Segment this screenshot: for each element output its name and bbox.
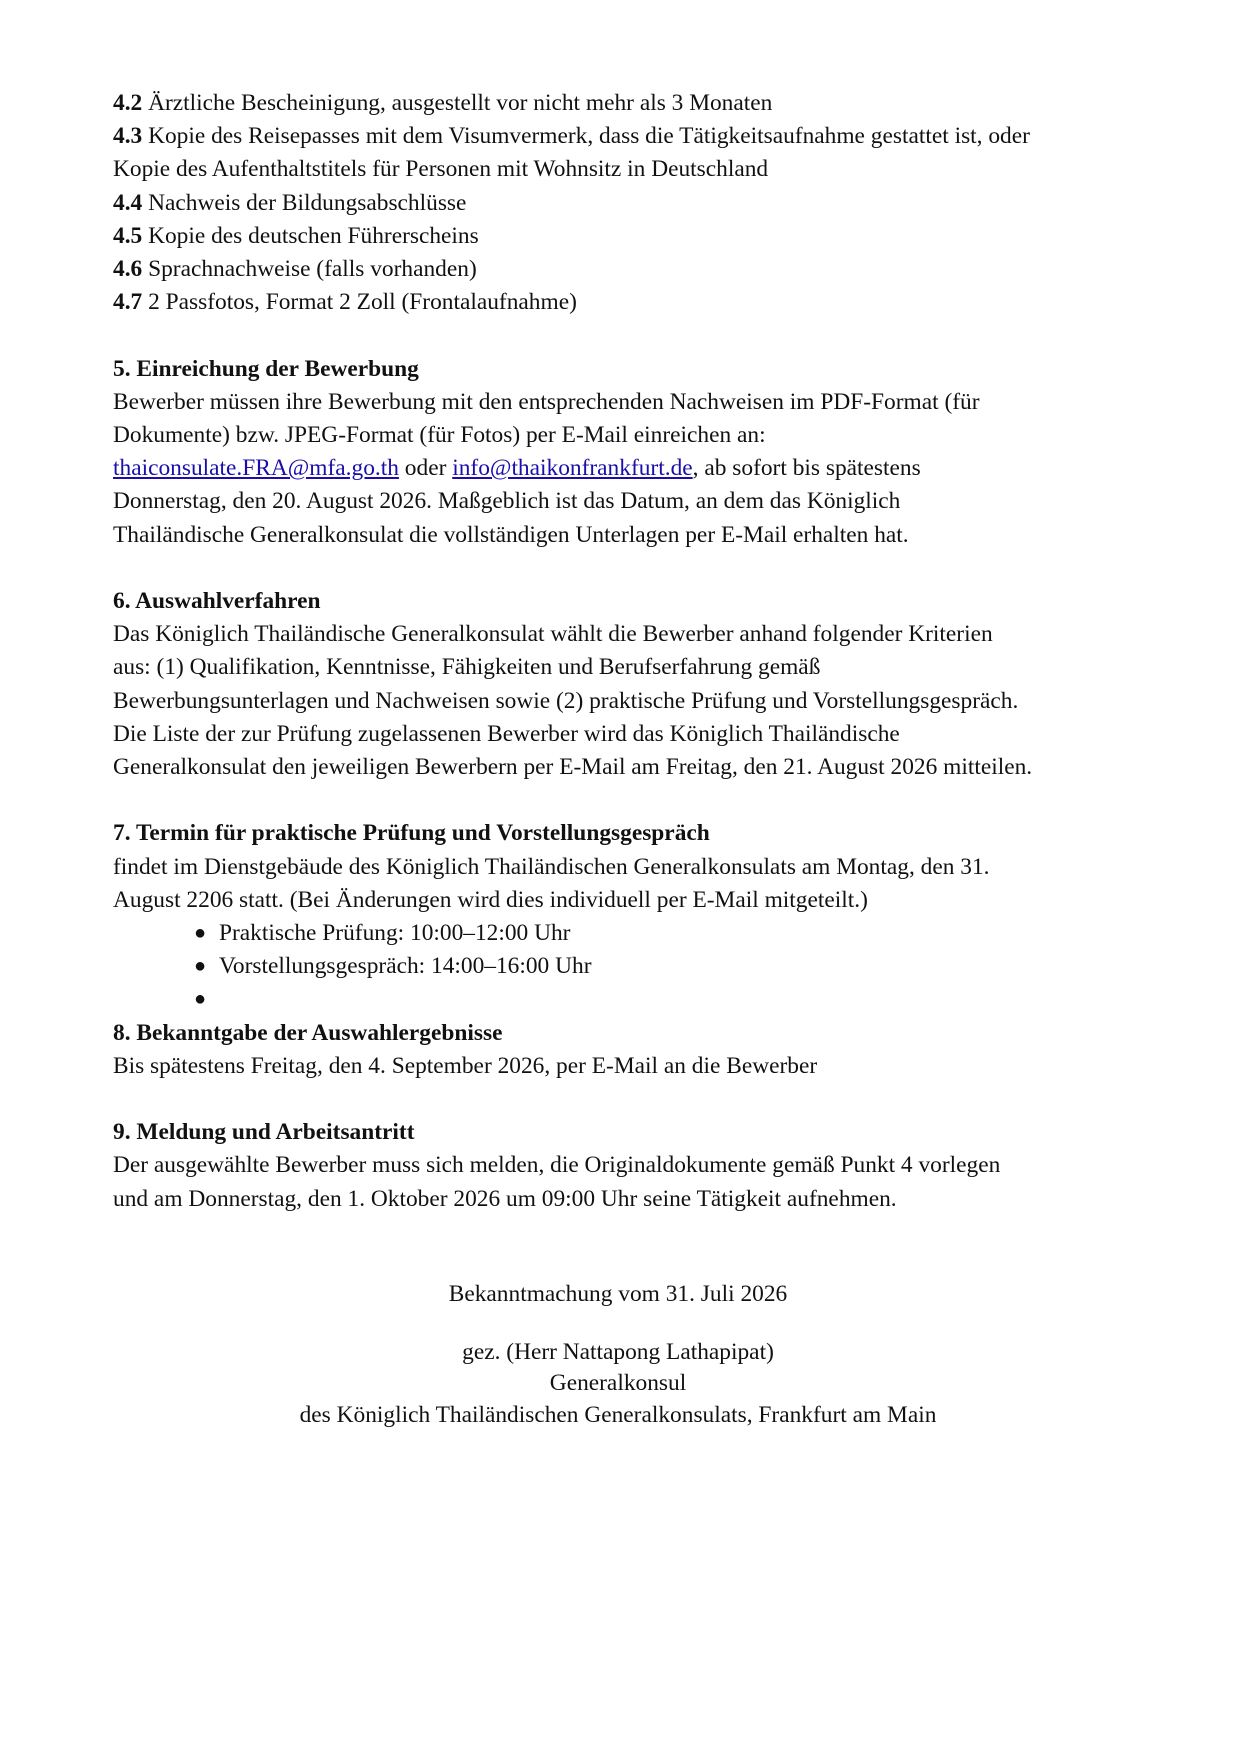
item-number: 4.2 bbox=[113, 90, 143, 116]
section-5-email-line bbox=[113, 452, 1123, 485]
list-item-text: Praktische Prüfung: 10:00–12:00 Uhr bbox=[219, 920, 571, 947]
email-link-consulate[interactable]: thaiconsulate.FRA@mfa.go.th bbox=[113, 455, 399, 482]
section-6-line: Das Königlich Thailändische Generalkonsulat wählt die Bewerber anhand folgender Kriterien bbox=[113, 621, 993, 648]
item-4-5 bbox=[113, 220, 1123, 253]
section-5-line: Thailändische Generalkonsulat die vollständigen Unterlagen per E-Mail erhalten hat. bbox=[113, 521, 909, 548]
section-8-line: Bis spätestens Freitag, den 4. September 2026, per E-Mail an die Bewerber bbox=[113, 1052, 818, 1079]
deadline-text: , ab sofort bis spätestens bbox=[692, 455, 921, 482]
signatory bbox=[113, 1337, 1123, 1432]
section-9-heading: 9. Meldung und Arbeitsantritt bbox=[113, 1119, 415, 1146]
item-text: Ärztliche Bescheinigung, ausgestellt vor nicht mehr als 3 Monaten bbox=[142, 90, 773, 116]
section-6-line: aus: (1) Qualifikation, Kenntnisse, Fähigkeiten und Berufserfahrung gemäß bbox=[113, 654, 821, 681]
item-4-7 bbox=[113, 286, 1123, 319]
spacer bbox=[113, 319, 1123, 352]
item-number: 4.7 bbox=[113, 289, 143, 316]
list-item bbox=[113, 950, 1123, 983]
spacer bbox=[113, 1083, 1123, 1116]
section-7-line: August 2206 statt. (Bei Änderungen wird dies individuell per E-Mail mitgeteilt.) bbox=[113, 886, 868, 913]
item-number: 4.6 bbox=[113, 256, 143, 283]
section-5-line: Bewerber müssen ihre Bewerbung mit den entsprechenden Nachweisen im PDF-Format (für bbox=[113, 388, 980, 415]
item-4-3-continuation: Kopie des Aufenthaltstitels für Personen mit Wohnsitz in Deutschland bbox=[113, 156, 769, 183]
section-6-line: Bewerbungsunterlagen und Nachweisen sowie (2) praktische Prüfung und Vorstellungsgespräch. bbox=[113, 687, 1019, 714]
list-item-empty bbox=[113, 983, 1123, 1016]
connector-text: oder bbox=[398, 455, 453, 482]
item-text: Sprachnachweise (falls vorhanden) bbox=[142, 256, 477, 283]
section-5-line: Donnerstag, den 20. August 2026. Maßgeblich ist das Datum, an dem das Königlich bbox=[113, 488, 901, 515]
item-4-3 bbox=[113, 120, 1123, 153]
list-item-text: Vorstellungsgespräch: 14:00–16:00 Uhr bbox=[219, 953, 592, 980]
item-text: Kopie des Reisepasses mit dem Visumvermerk, dass die Tätigkeitsaufnahme gestattet ist, oder bbox=[142, 123, 1030, 150]
section-6-line: Die Liste der zur Prüfung zugelassenen Bewerber wird das Königlich Thailändische bbox=[113, 720, 900, 747]
spacer bbox=[113, 784, 1123, 817]
schedule-list bbox=[113, 917, 1123, 1017]
signatory-name: gez. (Herr Nattapong Lathapipat) bbox=[462, 1338, 774, 1365]
section-7-line: findet im Dienstgebäude des Königlich Thailändischen Generalkonsulats am Montag, den 31. bbox=[113, 853, 990, 880]
section-9-line: und am Donnerstag, den 1. Oktober 2026 um 09:00 Uhr seine Tätigkeit aufnehmen. bbox=[113, 1185, 897, 1212]
section-5-line: Dokumente) bzw. JPEG-Format (für Fotos) per E-Mail einreichen an: bbox=[113, 422, 766, 449]
item-text: Kopie des deutschen Führerscheins bbox=[142, 222, 479, 249]
section-5-heading: 5. Einreichung der Bewerbung bbox=[113, 355, 419, 382]
document-body bbox=[113, 87, 1123, 1216]
bullet-icon: ● bbox=[194, 955, 207, 978]
signatory-office: des Königlich Thailändischen Generalkonsulats, Frankfurt am Main bbox=[299, 1401, 937, 1428]
announcement-date: Bekanntmachung vom 31. Juli 2026 bbox=[448, 1281, 788, 1307]
item-number: 4.3 bbox=[113, 123, 143, 150]
item-4-4 bbox=[113, 187, 1123, 220]
item-text: Nachweis der Bildungsabschlüsse bbox=[142, 189, 467, 216]
section-7-heading: 7. Termin für praktische Prüfung und Vorstellungsgespräch bbox=[113, 820, 710, 847]
section-6-heading: 6. Auswahlverfahren bbox=[113, 588, 321, 615]
signature-block bbox=[113, 1279, 1123, 1431]
item-number: 4.4 bbox=[113, 189, 143, 216]
item-number: 4.5 bbox=[113, 222, 143, 249]
bullet-icon: ● bbox=[194, 922, 207, 945]
item-4-2 bbox=[113, 87, 1123, 120]
section-6-line: Generalkonsulat den jeweiligen Bewerbern per E-Mail am Freitag, den 21. August 2026 mitteilen. bbox=[113, 754, 1033, 781]
section-9-line: Der ausgewählte Bewerber muss sich melden, die Originaldokumente gemäß Punkt 4 vorlegen bbox=[113, 1152, 1001, 1179]
bullet-icon: ● bbox=[194, 988, 207, 1011]
signatory-title: Generalkonsul bbox=[549, 1370, 687, 1396]
email-link-info[interactable]: info@thaikonfrankfurt.de bbox=[452, 455, 693, 482]
item-4-6 bbox=[113, 253, 1123, 286]
section-8-heading: 8. Bekanntgabe der Auswahlergebnisse bbox=[113, 1019, 503, 1046]
spacer bbox=[113, 552, 1123, 585]
item-text: 2 Passfotos, Format 2 Zoll (Frontalaufnahme) bbox=[142, 289, 577, 316]
list-item bbox=[113, 917, 1123, 950]
